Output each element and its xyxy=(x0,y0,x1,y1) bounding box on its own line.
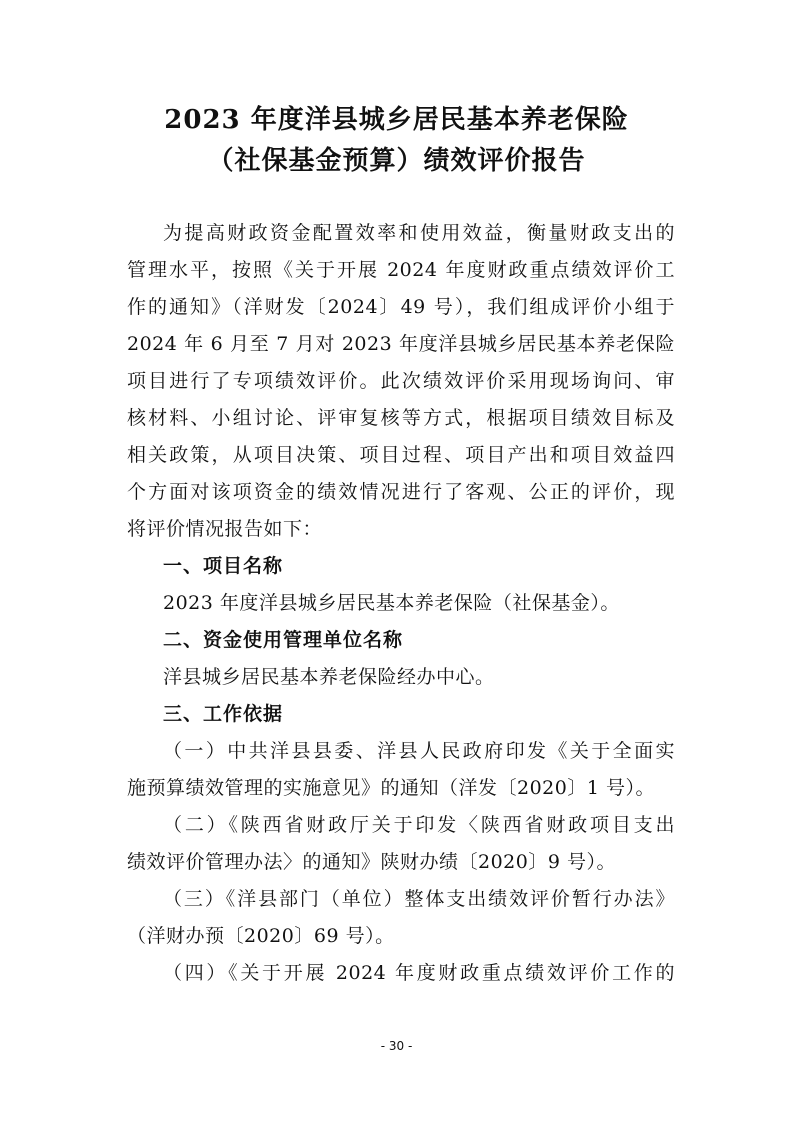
section-heading-work-basis: 三、工作依据 xyxy=(163,703,284,725)
basis-item-line: 绩效评价管理办法〉的通知》陕财办绩〔2020〕9 号）。 xyxy=(127,851,616,873)
intro-line: 2024 年 6 月至 7 月对 2023 年度洋县城乡居民基本养老保险 xyxy=(127,333,675,355)
section-heading-unit-name: 二、资金使用管理单位名称 xyxy=(163,629,404,651)
intro-line: 核材料、小组讨论、评审复核等方式，根据项目绩效目标及 xyxy=(127,407,675,429)
document-title-line-2: （社保基金预算）绩效评价报告 xyxy=(207,146,586,176)
intro-line: 项目进行了专项绩效评价。此次绩效评价采用现场询问、审 xyxy=(127,370,675,392)
basis-item-line: （四）《关于开展 2024 年度财政重点绩效评价工作的 xyxy=(163,962,675,984)
intro-line: 为提高财政资金配置效率和使用效益，衡量财政支出的 xyxy=(163,222,675,244)
basis-item-line: （一）中共洋县县委、洋县人民政府印发《关于全面实 xyxy=(163,740,675,762)
section-text-unit-name: 洋县城乡居民基本养老保险经办中心。 xyxy=(163,666,495,688)
section-text-project-name: 2023 年度洋县城乡居民基本养老保险（社保基金）。 xyxy=(163,592,620,614)
intro-line: 将评价情况报告如下： xyxy=(127,518,323,540)
page-number: - 30 - xyxy=(380,1039,413,1053)
intro-line: 相关政策，从项目决策、项目过程、项目产出和项目效益四 xyxy=(127,444,675,466)
document-title-line-1: 2023 年度洋县城乡居民基本养老保险 xyxy=(164,105,629,135)
section-heading-project-name: 一、项目名称 xyxy=(163,555,284,577)
intro-line: 个方面对该项资金的绩效情况进行了客观、公正的评价，现 xyxy=(127,481,675,503)
basis-item-line: （三）《洋县部门（单位）整体支出绩效评价暂行办法》 xyxy=(163,888,675,910)
basis-item-line: （二）《陕西省财政厅关于印发〈陕西省财政项目支出 xyxy=(163,814,675,836)
basis-item-line: （洋财办预〔2020〕69 号）。 xyxy=(127,925,395,947)
intro-line: 管理水平，按照《关于开展 2024 年度财政重点绩效评价工 xyxy=(127,259,675,281)
basis-item-line: 施预算绩效管理的实施意见》的通知（洋发〔2020〕1 号）。 xyxy=(127,777,655,799)
intro-line: 作的通知》（洋财发〔2024〕49 号），我们组成评价小组于 xyxy=(127,296,675,318)
